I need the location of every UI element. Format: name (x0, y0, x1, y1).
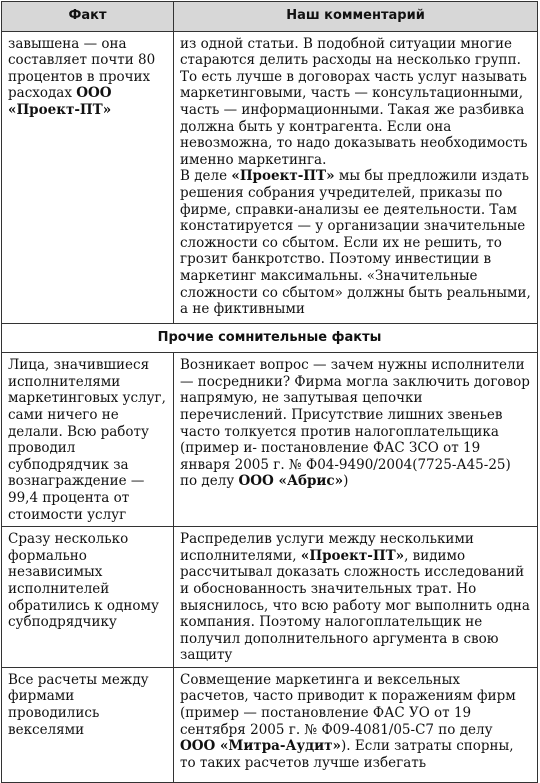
table-row (2, 353, 538, 527)
fact-cell: Все расчеты между фирмами проводились векселями (2, 667, 174, 782)
comment-cell: Распределив услуги между несколькими исполнителями, «Проект-ПТ», видимо рассчитывал доказать сложность исследований и обоснованность значительных трат. Но выяснилось, что всю работу мог выполнить одна компания. Поэтому налогоплательщик не получил дополнительного аргумента в свою защиту (174, 527, 538, 668)
section-title: Прочие сомнительные факты (2, 323, 538, 353)
comment-cell: Совмещение маркетинга и вексельных расчетов, часто приводит к поражениям фирм (пример — постановление ФАС УО от 19 сентября 2005 г. № Ф09-4081/05-С7 по делу ООО «Митра-Аудит»). Если затраты спорны, то таких расчетов лучше избегать (174, 667, 538, 782)
header-fact: Факт (2, 2, 174, 32)
company-name: «Проект-ПТ» (231, 168, 335, 185)
company-name: ООО «Проект-ПТ» (8, 85, 112, 118)
company-name: ООО «Абрис» (238, 473, 344, 490)
company-name: ООО «Митра-Аудит» (180, 738, 341, 755)
table-row (2, 31, 538, 323)
header-comment: Наш комментарий (174, 2, 538, 32)
company-name: «Проект-ПТ» (300, 547, 405, 564)
comment-cell: из одной статьи. В подобной ситуации многие стараются делить расходы на несколько групп. То есть лучше в договорах часть услуг называть маркетинговыми, часть — консультационными, часть — информационными. Такая же разбивка должна быть у контрагента. Если она невозможна, то надо доказывать необходимость именно маркетинга. В деле «Проект-ПТ» мы бы предложили издать решения собрания учредителей, приказы по фирме, справки-анализы ее деятельности. Там констатируется — у организации значительные сложности со сбытом. Если их не решить, то грозит банкротство. Поэтому инвестиции в маркетинг максимальны. «Значительные сложности со сбытом» должны быть реальными, а не фиктивными (174, 31, 538, 323)
comment-cell: Возникает вопрос — зачем нужны исполнители — посредники? Фирма могла заключить договор напрямую, не запутывая цепочки перечислений. Присутствие лишних звеньев часто толкуется против налогоплательщика (пример и- постановление ФАС ЗСО от 19 января 2005 г. № Ф04-9490/2004(7725-А45-25) по делу ООО «Абрис») (174, 353, 538, 527)
table-header-row (2, 2, 538, 32)
section-row (2, 323, 538, 353)
fact-cell: Сразу несколько формально независимых исполнителей обратились к одному субподрядчику (2, 527, 174, 668)
fact-cell: завышена — она составляет почти 80 процентов в прочих расходах ООО «Проект-ПТ» (2, 31, 174, 323)
table-row (2, 527, 538, 668)
table-row (2, 667, 538, 782)
fact-cell: Лица, значившиеся исполнителями маркетинговых услуг, сами ничего не делали. Всю работу проводил субподрядчик за вознаграждение — 99,4 процента от стоимости услуг (2, 353, 174, 527)
facts-table (1, 1, 538, 783)
